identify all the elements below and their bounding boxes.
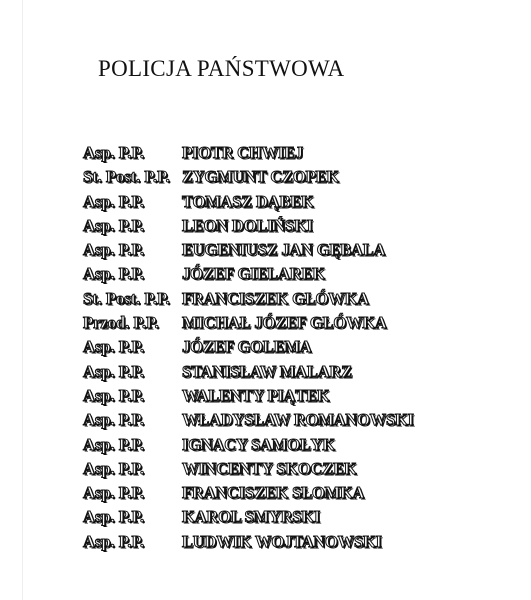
roster-row <box>83 262 513 286</box>
officer-rank: Asp. P.P. <box>83 410 145 430</box>
page-title: POLICJA PAŃSTWOWA <box>98 56 345 81</box>
roster-row <box>83 190 513 214</box>
roster-row <box>83 238 513 262</box>
roster-row <box>83 287 513 311</box>
officer-name: MICHAŁ JÓZEF GŁÓWKA <box>182 313 387 333</box>
officer-name: LUDWIK WOJTANOWSKI <box>182 531 382 551</box>
roster-row <box>83 311 513 335</box>
officer-rank: Asp. P.P. <box>83 483 145 503</box>
officer-rank: Asp. P.P. <box>83 434 145 454</box>
officer-rank: Asp. P.P. <box>83 191 145 211</box>
officer-rank: Asp. P.P. <box>83 531 145 551</box>
officer-rank: St. Post. P.P. <box>83 167 170 187</box>
roster-row <box>83 384 513 408</box>
officer-rank: Asp. P.P. <box>83 458 145 478</box>
roster-row <box>83 457 513 481</box>
roster-row <box>83 505 513 529</box>
officer-rank: Asp. P.P. <box>83 143 145 162</box>
roster-row <box>83 433 513 457</box>
officer-name: WALENTY PIĄTEK <box>182 385 330 405</box>
officer-name: FRANCISZEK GŁÓWKA <box>182 288 369 308</box>
roster-row <box>83 141 513 165</box>
officer-roster <box>83 141 513 554</box>
officer-name: JÓZEF GOLEMA <box>182 337 312 357</box>
officer-rank: Asp. P.P. <box>83 507 145 527</box>
roster-row <box>83 214 513 238</box>
officer-rank: Asp. P.P. <box>83 215 145 235</box>
page-edge-divider <box>22 0 23 600</box>
officer-name: PIOTR CHWIEJ <box>182 143 303 162</box>
officer-name: FRANCISZEK SŁOMKA <box>182 483 365 503</box>
officer-name: WŁADYSŁAW ROMANOWSKI <box>182 410 414 430</box>
officer-name: LEON DOLIŃSKI <box>182 215 313 235</box>
roster-row <box>83 360 513 384</box>
officer-rank: Przod. P.P. <box>83 313 159 333</box>
roster-row <box>83 165 513 189</box>
officer-name: ZYGMUNT CZOPEK <box>182 167 339 187</box>
roster-row <box>83 530 513 554</box>
officer-rank: Asp. P.P. <box>83 385 145 405</box>
roster-row <box>83 335 513 359</box>
officer-rank: Asp. P.P. <box>83 264 145 284</box>
officer-name: WINCENTY SKOCZEK <box>182 458 357 478</box>
officer-name: TOMASZ DĄBEK <box>182 191 314 211</box>
officer-name: JÓZEF GIELAREK <box>182 264 325 284</box>
officer-rank: St. Post. P.P. <box>83 288 170 308</box>
officer-rank: Asp. P.P. <box>83 337 145 357</box>
officer-name: KAROL SMYRSKI <box>182 507 321 527</box>
officer-rank: Asp. P.P. <box>83 361 145 381</box>
officer-name: STANISŁAW MALARZ <box>182 361 352 381</box>
roster-row <box>83 481 513 505</box>
officer-name: IGNACY SAMOŁYK <box>182 434 335 454</box>
officer-name: EUGENIUSZ JAN GĘBALA <box>182 240 386 260</box>
officer-rank: Asp. P.P. <box>83 240 145 260</box>
roster-row <box>83 408 513 432</box>
